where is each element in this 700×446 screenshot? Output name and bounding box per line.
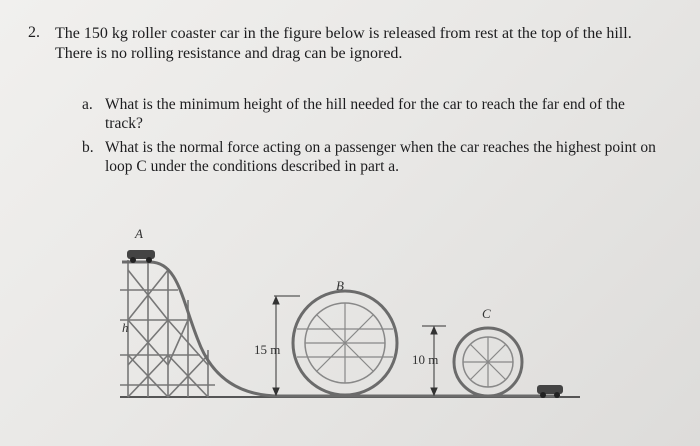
loop-C: [454, 328, 522, 396]
problem-statement: The 150 kg roller coaster car in the figure below is released from rest at the top of the hill. There is no rolling resistance and drag can be ignored.: [55, 25, 632, 62]
loop-B: [293, 291, 397, 395]
dimension-10m: 10 m: [412, 352, 439, 367]
label-C: C: [482, 306, 491, 321]
label-B: B: [336, 278, 344, 293]
part-a-label: a.: [82, 96, 93, 113]
label-h: h: [122, 320, 129, 335]
label-A: A: [135, 226, 143, 241]
hill-support-structure: [120, 260, 215, 397]
dimension-15m: 15 m: [254, 342, 281, 357]
part-b-text: What is the normal force acting on a passenger when the car reaches the highest point on loop C under the conditions described in part a.: [105, 139, 656, 175]
part-b-label: b.: [82, 139, 94, 156]
problem-number: 2.: [28, 24, 40, 41]
part-a-text: What is the minimum height of the hill needed for the car to reach the far end of the track?: [105, 96, 625, 132]
